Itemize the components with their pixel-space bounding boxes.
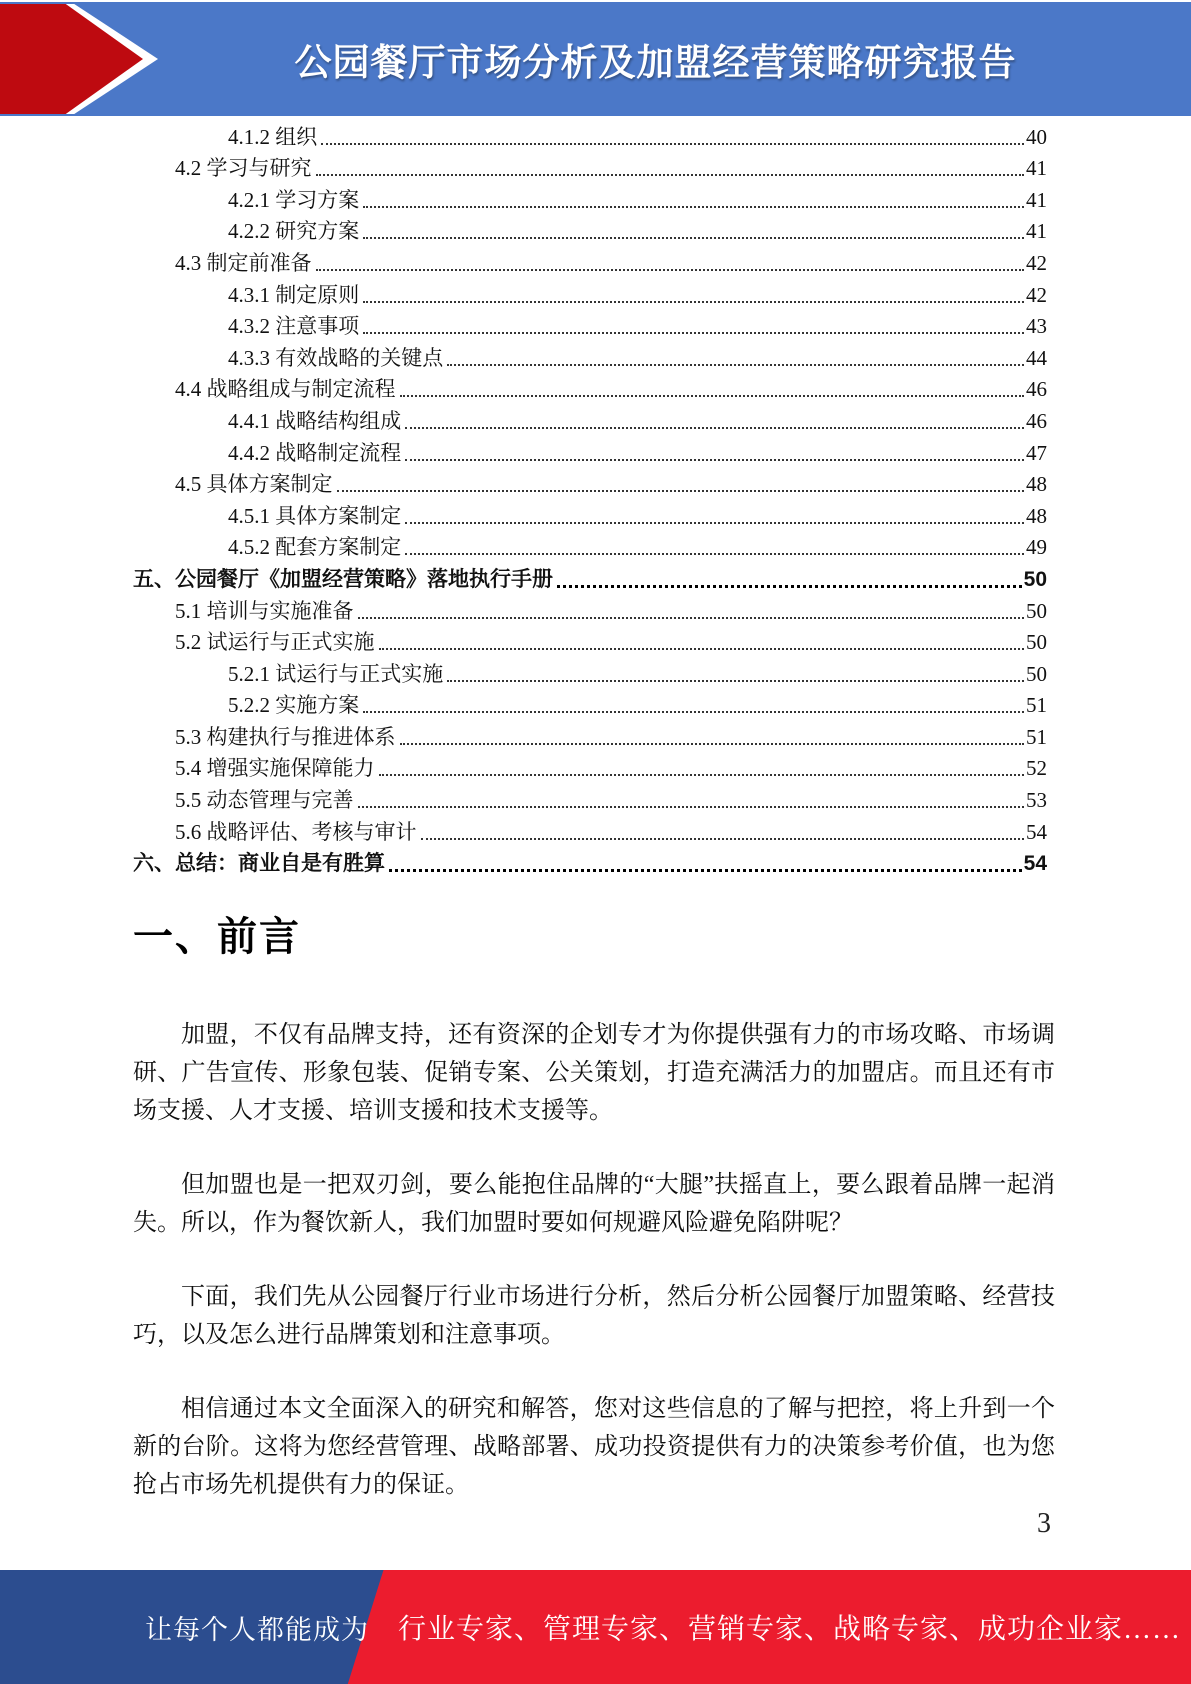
toc-entry-label: 4.4.1 战略结构组成 (228, 408, 402, 433)
toc-dot-leader (405, 522, 1024, 524)
toc-dot-leader (447, 680, 1024, 682)
toc-dot-leader (557, 585, 1022, 588)
toc-dot-leader (363, 301, 1024, 303)
toc-entry-page: 42 (1026, 250, 1047, 275)
toc-entry[interactable] (133, 277, 1047, 309)
toc-entry-label: 5.4 增强实施保障能力 (175, 756, 375, 781)
toc-entry-page: 54 (1026, 819, 1047, 844)
toc-dot-leader (405, 553, 1024, 555)
toc-entry-label: 4.5.2 配套方案制定 (228, 535, 402, 560)
toc-entry-page: 49 (1026, 535, 1047, 560)
toc-dot-leader (400, 395, 1025, 397)
toc-entry-label: 5.3 构建执行与推进体系 (175, 724, 396, 749)
toc-dot-leader (379, 774, 1025, 776)
toc-entry-label: 4.2.1 学习方案 (228, 187, 360, 212)
toc-dot-leader (363, 332, 1024, 334)
toc-entry-label: 5.5 动态管理与完善 (175, 788, 354, 813)
toc-dot-leader (316, 174, 1025, 176)
toc-dot-leader (363, 237, 1024, 239)
toc-entry[interactable] (133, 119, 1047, 151)
toc-entry-page: 54 (1023, 852, 1047, 876)
body-paragraph: 但加盟也是一把双刃剑，要么能抱住品牌的“大腿”扶摇直上，要么跟着品牌一起消失。所以，作为餐饮新人，我们加盟时要如何规避风险避免陷阱呢？ (133, 1172, 1055, 1236)
toc-entry[interactable] (133, 214, 1047, 246)
section-heading: 一、前言 (133, 915, 301, 959)
toc-entry-page: 50 (1023, 567, 1047, 591)
toc-entry[interactable] (133, 182, 1047, 214)
toc-dot-leader (363, 206, 1024, 208)
toc-entry[interactable] (133, 245, 1047, 277)
toc-entry-label: 4.5 具体方案制定 (175, 472, 333, 497)
toc-entry-page: 40 (1026, 124, 1047, 149)
report-title: 公园餐厅市场分析及加盟经营策略研究报告 (294, 42, 1017, 83)
toc-entry[interactable] (133, 467, 1047, 499)
toc-entry-page: 46 (1026, 377, 1047, 402)
toc-entry-page: 51 (1026, 693, 1047, 718)
toc-dot-leader (405, 459, 1024, 461)
body-text (133, 1016, 1055, 1540)
toc-entry-label: 六、总结：商业自是有胜算 (133, 852, 385, 876)
toc-entry[interactable] (133, 561, 1047, 593)
toc-entry-page: 48 (1026, 503, 1047, 528)
toc-entry-page: 41 (1026, 187, 1047, 212)
toc-dot-leader (358, 806, 1025, 808)
toc-entry[interactable] (133, 846, 1047, 878)
toc-entry-label: 5.1 培训与实施准备 (175, 598, 354, 623)
toc-entry-page: 41 (1026, 156, 1047, 181)
toc-entry[interactable] (133, 688, 1047, 720)
toc-entry[interactable] (133, 656, 1047, 688)
toc-dot-leader (379, 648, 1025, 650)
toc-entry-page: 50 (1026, 598, 1047, 623)
toc-entry-label: 5.2 试运行与正式实施 (175, 630, 375, 655)
toc-entry-page: 42 (1026, 282, 1047, 307)
toc-entry-page: 53 (1026, 788, 1047, 813)
toc-entry[interactable] (133, 751, 1047, 783)
toc-entry-label: 五、公园餐厅《加盟经营策略》落地执行手册 (133, 567, 553, 591)
toc-entry-label: 5.2.2 实施方案 (228, 693, 360, 718)
toc-entry[interactable] (133, 530, 1047, 562)
toc-entry-label: 4.5.1 具体方案制定 (228, 503, 402, 528)
toc-entry-page: 41 (1026, 219, 1047, 244)
toc-entry-label: 4.1.2 组织 (228, 124, 318, 149)
toc-dot-leader (337, 490, 1025, 492)
header-banner (0, 2, 1191, 116)
toc-dot-leader (321, 143, 1024, 145)
toc-entry[interactable] (133, 782, 1047, 814)
body-paragraph: 加盟，不仅有品牌支持，还有资深的企划专才为你提供强有力的市场攻略、市场调研、广告宣传、形象包装、促销专案、公关策划，打造充满活力的加盟店。而且还有市场支援、人才支援、培训支援和技术支援等。 (133, 1022, 1055, 1124)
toc-entry-label: 4.4 战略组成与制定流程 (175, 377, 396, 402)
toc-entry[interactable] (133, 340, 1047, 372)
toc-dot-leader (405, 427, 1024, 429)
toc-entry[interactable] (133, 435, 1047, 467)
toc-entry-label: 4.3.3 有效战略的关键点 (228, 345, 444, 370)
toc-dot-leader (363, 711, 1024, 713)
toc-entry[interactable] (133, 625, 1047, 657)
toc-dot-leader (421, 838, 1025, 840)
toc-dot-leader (358, 617, 1025, 619)
toc-entry-label: 5.6 战略评估、考核与审计 (175, 819, 417, 844)
toc-entry-page: 52 (1026, 756, 1047, 781)
toc-entry[interactable] (133, 593, 1047, 625)
toc-entry-label: 4.2 学习与研究 (175, 156, 312, 181)
toc-entry-label: 4.4.2 战略制定流程 (228, 440, 402, 465)
toc-entry-page: 50 (1026, 630, 1047, 655)
footer-slogan-right: 行业专家、管理专家、营销专家、战略专家、成功企业家…… (398, 1614, 1182, 1645)
toc-dot-leader (316, 269, 1025, 271)
toc-entry-page: 43 (1026, 314, 1047, 339)
toc-entry-label: 4.3.1 制定原则 (228, 282, 360, 307)
toc-entry[interactable] (133, 719, 1047, 751)
toc-entry[interactable] (133, 814, 1047, 846)
toc-entry[interactable] (133, 151, 1047, 183)
toc-entry-page: 48 (1026, 472, 1047, 497)
toc-entry-page: 44 (1026, 345, 1047, 370)
toc-entry-label: 4.3.2 注意事项 (228, 314, 360, 339)
toc-entry[interactable] (133, 403, 1047, 435)
toc-entry-label: 4.2.2 研究方案 (228, 219, 360, 244)
toc-dot-leader (400, 743, 1025, 745)
toc (133, 119, 1047, 877)
toc-entry-page: 46 (1026, 408, 1047, 433)
toc-entry[interactable] (133, 372, 1047, 404)
toc-entry-label: 5.2.1 试运行与正式实施 (228, 661, 444, 686)
toc-dot-leader (389, 869, 1022, 872)
toc-dot-leader (447, 364, 1024, 366)
footer-banner (0, 1570, 1191, 1684)
toc-entry-page: 51 (1026, 724, 1047, 749)
body-paragraph: 相信通过本文全面深入的研究和解答，您对这些信息的了解与把控，将上升到一个新的台阶。这将为您经营管理、战略部署、成功投资提供有力的决策参考价值，也为您抢占市场先机提供有力的保证。 (133, 1396, 1055, 1498)
toc-entry-label: 4.3 制定前准备 (175, 250, 312, 275)
toc-entry-page: 47 (1026, 440, 1047, 465)
body-paragraph: 下面，我们先从公园餐厅行业市场进行分析，然后分析公园餐厅加盟策略、经营技巧，以及怎么进行品牌策划和注意事项。 (133, 1284, 1055, 1348)
toc-entry-page: 50 (1026, 661, 1047, 686)
toc-entry[interactable] (133, 498, 1047, 530)
toc-entry[interactable] (133, 309, 1047, 341)
red-arrow-icon (0, 4, 143, 114)
footer-slogan-left: 让每个人都能成为 (145, 1614, 369, 1645)
page-number: 3 (1037, 1508, 1051, 1539)
